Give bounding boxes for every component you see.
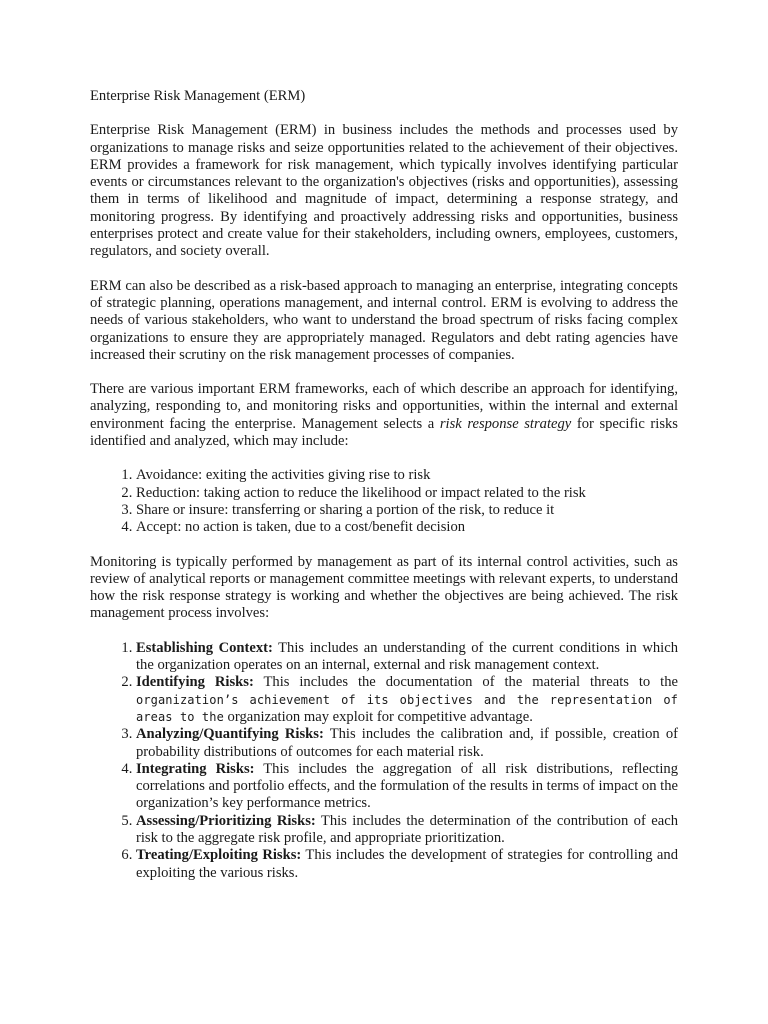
list-item-term: Establishing Context: [136, 639, 273, 656]
paragraph-erm-approach: ERM can also be described as a risk-based approach to managing an enterprise, integrating concepts of strategic planning, operations management, and internal control. ERM is evolving to address the needs of various stakeholders, who want to understand the broad spectrum of risks facing complex organizations to ensure they are appropriately managed. Regulators and debt rating agencies have increased their scrutiny on the risk management processes of companies. [90, 277, 678, 363]
list-item: 2. Reduction: taking action to reduce the likelihood or impact related to the risk [136, 485, 678, 502]
list-item-text: This includes the aggregation of all risk distributions, reflecting correlations and portfolio effects, and the formulation of the results in terms of impact on the organization’s key performance metrics. [136, 760, 678, 812]
list-item [136, 761, 678, 813]
list-item [136, 813, 678, 848]
list-item-text: This includes the documentation of the material threats to the [253, 674, 678, 691]
list-item-term: Integrating Risks: [136, 760, 255, 777]
document-page [90, 88, 678, 899]
list-item-term: Assessing/Prioritizing Risks: [136, 812, 316, 829]
list-item [136, 640, 678, 675]
list-item [136, 726, 678, 761]
list-item [136, 674, 678, 726]
risk-management-process-list [90, 640, 678, 882]
list-item: 1. Avoidance: exiting the activities giving rise to risk [136, 467, 678, 484]
document-title: Enterprise Risk Management (ERM) [90, 88, 306, 104]
list-item-text: This includes the determination of the contribution of each risk to the aggregate risk profile, and appropriate prioritization. [136, 812, 678, 846]
paragraph-erm-frameworks [90, 381, 678, 450]
risk-response-strategy-emphasis: risk response strategy [439, 415, 572, 432]
list-item-term: Identifying Risks: [136, 674, 254, 691]
list-item-term: Treating/Exploiting Risks: [136, 847, 302, 864]
list-item-text: This includes an understanding of the current conditions in which the organization operates on an internal, external and risk management context. [136, 639, 678, 674]
paragraph-erm-definition: Enterprise Risk Management (ERM) in business includes the methods and processes used by organizations to manage risks and seize opportunities related to the achievement of their objectives. ERM provides a framework for risk management, which typically involves identifying particular events or circumstances relevant to the organization's objectives (risks and opportunities), assessing them in terms of likelihood and magnitude of impact, determining a response strategy, and monitoring progress. By identifying and proactively addressing risks and opportunities, business enterprises protect and create value for their stakeholders, including owners, employees, customers, regulators, and society overall. [90, 122, 678, 260]
list-item-text-mono: organization’s achievement of its objectives and the representation of areas to the [136, 692, 678, 724]
list-item-text: This includes the development of strategies for controlling and exploiting the various risks. [136, 847, 678, 881]
list-item-text: This includes the calibration and, if possible, creation of probability distributions of outcomes for each material risk. [136, 726, 678, 760]
frameworks-text: There are various important ERM frameworks, each of which describe an approach for identifying, analyzing, responding to, and monitoring risks and opportunities, within the internal and external environment facing the enterprise. Management selects a [90, 381, 678, 432]
list-item: 4. Accept: no action is taken, due to a cost/benefit decision [136, 519, 678, 536]
list-item: 3. Share or insure: transferring or sharing a portion of the risk, to reduce it [136, 502, 678, 519]
frameworks-text-end: for specific risks identified and analyzed, which may include: [90, 415, 678, 450]
paragraph-monitoring: Monitoring is typically performed by management as part of its internal control activities, such as review of analytical reports or management committee meetings with relevant experts, to understand how the risk response strategy is working and whether the objectives are being achieved. The risk management process involves: [90, 553, 679, 622]
list-item [136, 847, 678, 882]
list-item-text-tail: organization may exploit for competitive advantage. [223, 708, 533, 725]
list-item-term: Analyzing/Quantifying Risks: [136, 726, 324, 743]
risk-response-strategy-list [90, 467, 678, 536]
